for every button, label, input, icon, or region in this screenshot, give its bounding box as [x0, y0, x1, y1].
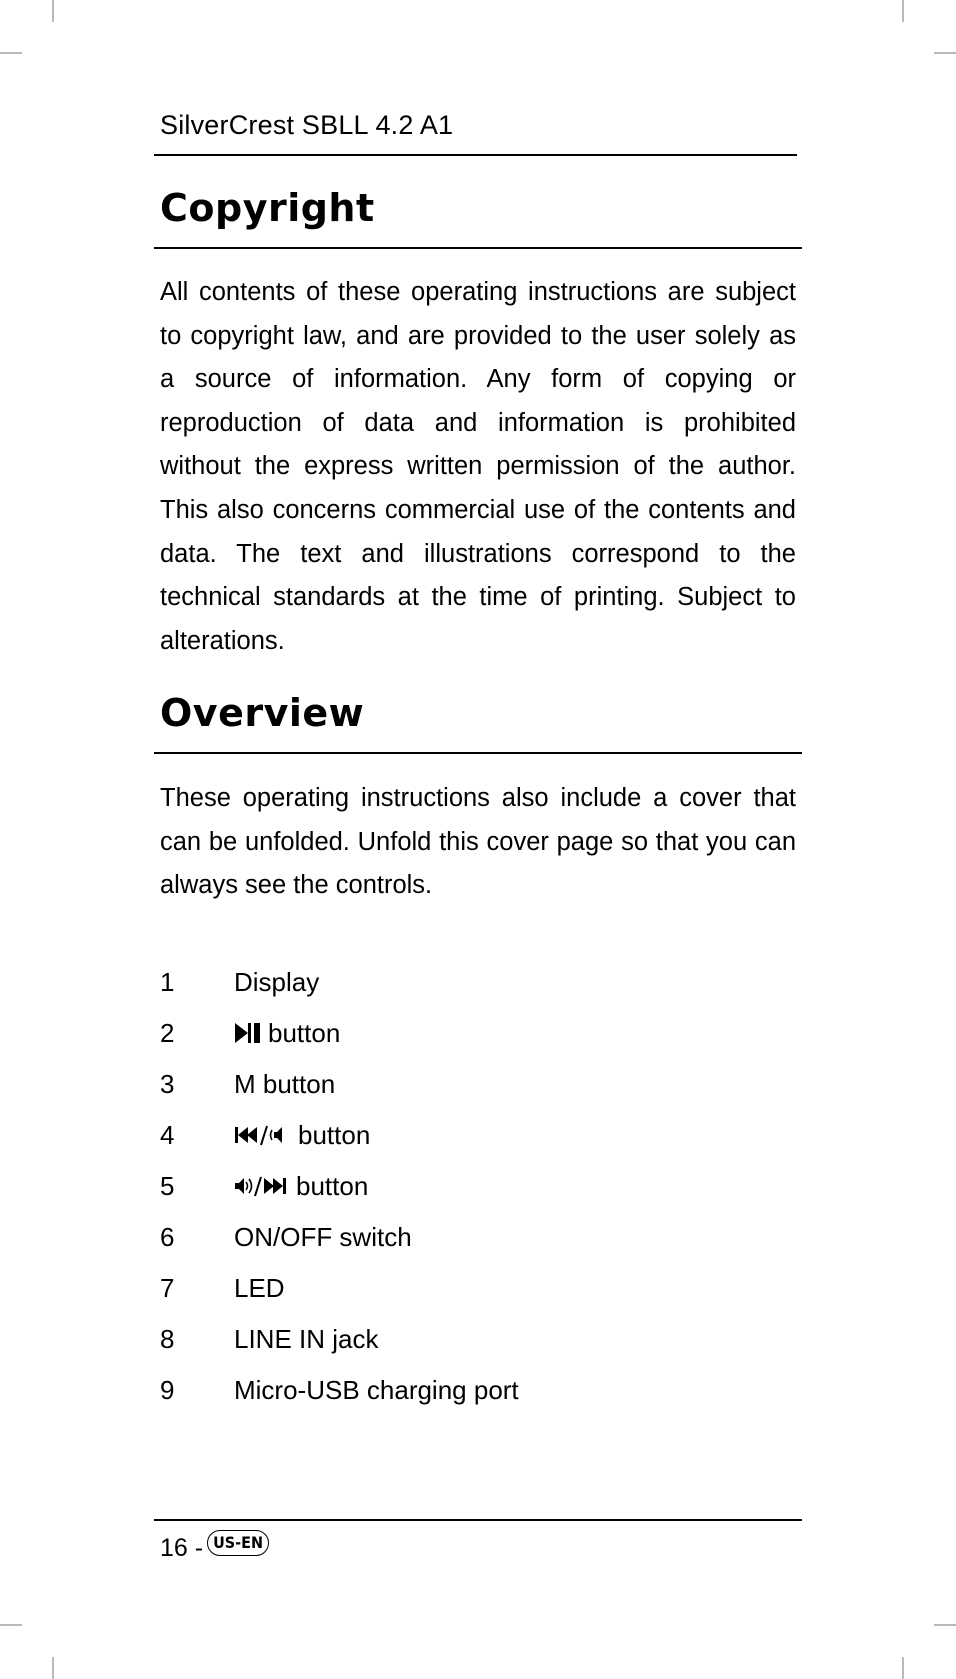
item-label: button [298, 1119, 371, 1150]
list-item [160, 1319, 379, 1359]
item-number: 8 [160, 1323, 175, 1354]
crop-mark [902, 1657, 904, 1679]
list-item [160, 1013, 340, 1053]
item-number: 5 [160, 1170, 175, 1201]
crop-mark [934, 1624, 956, 1626]
volume-up-next-icon [234, 1175, 290, 1197]
item-number: 2 [160, 1017, 175, 1048]
crop-mark [0, 52, 22, 54]
item-label: ON/OFF switch [234, 1221, 412, 1252]
footer-rule [154, 1519, 802, 1521]
crop-mark [0, 1624, 22, 1626]
item-label: Display [234, 966, 320, 997]
page-footer [160, 1534, 269, 1563]
item-number: 4 [160, 1119, 175, 1150]
crop-mark [934, 52, 956, 54]
section-rule [154, 752, 802, 754]
item-number: 9 [160, 1374, 175, 1405]
list-item [160, 1268, 285, 1308]
play-pause-icon [234, 1022, 262, 1044]
overview-heading: Overview [160, 691, 365, 735]
crop-mark [902, 0, 904, 22]
copyright-heading: Copyright [160, 186, 375, 230]
list-item [160, 962, 319, 1002]
item-label: Micro-USB charging port [234, 1374, 519, 1405]
item-label: M button [234, 1068, 336, 1099]
crop-mark [52, 0, 54, 22]
header-rule [154, 154, 797, 156]
list-item [160, 1217, 412, 1257]
section-rule [154, 247, 802, 249]
previous-volume-down-icon [234, 1124, 292, 1146]
list-item [160, 1115, 370, 1155]
language-badge: US-EN [207, 1530, 269, 1556]
page-number: 16 - [160, 1534, 204, 1562]
list-item [160, 1370, 519, 1410]
item-label: LINE IN jack [234, 1323, 379, 1354]
item-number: 6 [160, 1221, 175, 1252]
running-header: SilverCrest SBLL 4.2 A1 [160, 110, 454, 140]
item-number: 7 [160, 1272, 175, 1303]
item-label: button [296, 1170, 369, 1201]
list-item [160, 1064, 335, 1104]
copyright-paragraph: All contents of these operating instructions are subject to copyright law, and are provided to the user solely as a source of information. Any form of copying or reproduction of data and information is prohibited without the express written permission of the author. This also concerns commercial use of the contents and data. The text and illustrations correspond to the technical standards at the time of printing. Subject to alterations. [160, 278, 796, 655]
item-number: 3 [160, 1068, 175, 1099]
list-item [160, 1166, 368, 1206]
item-number: 1 [160, 966, 175, 997]
item-label: LED [234, 1272, 285, 1303]
overview-paragraph: These operating instructions also include a cover that can be unfolded. Unfold this cover page so that you can always see the controls. [160, 784, 796, 900]
item-label: button [268, 1017, 341, 1048]
crop-mark [52, 1657, 54, 1679]
